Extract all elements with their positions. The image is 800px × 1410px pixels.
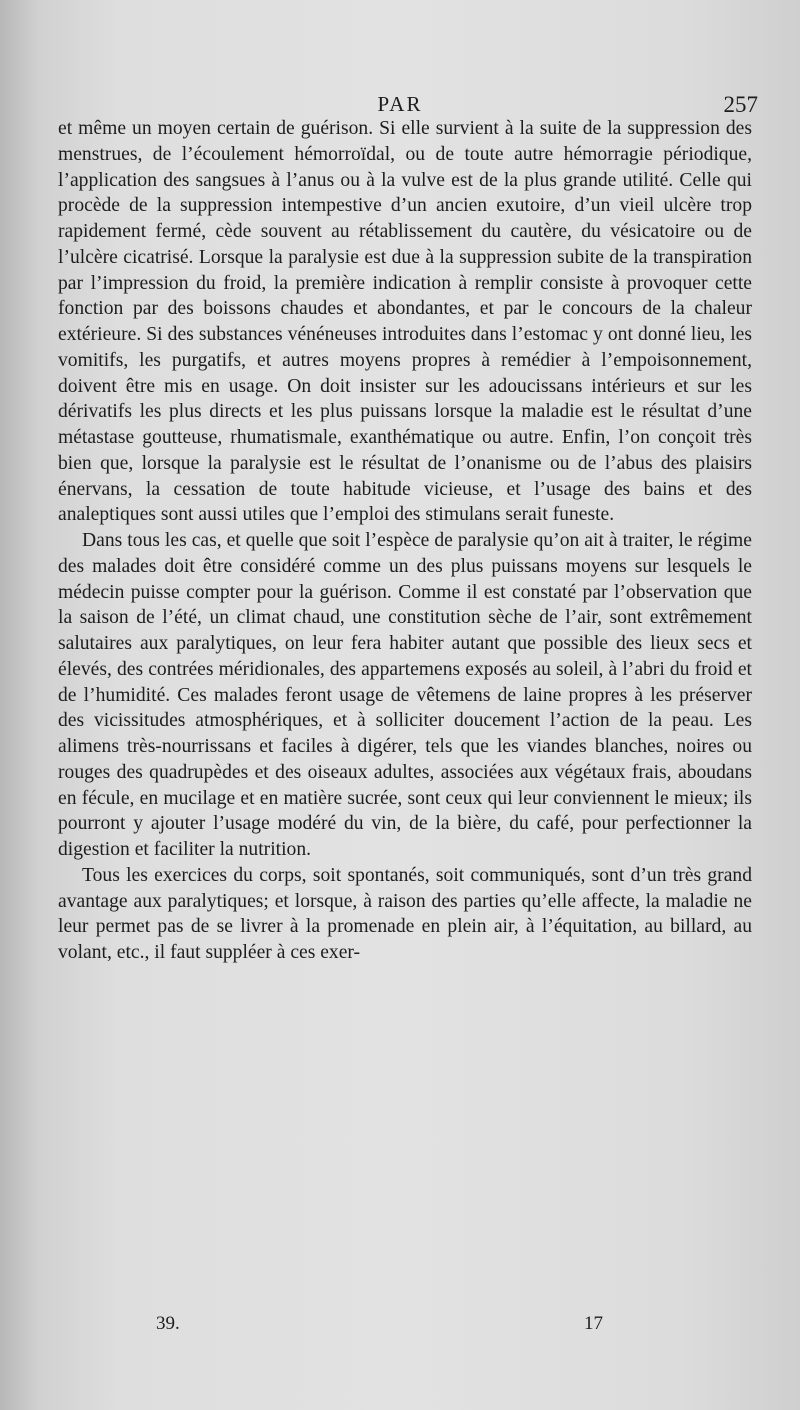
- volume-mark: 17: [584, 1313, 603, 1334]
- running-title: PAR: [377, 92, 423, 116]
- paragraph: Dans tous les cas, et quelle que soit l’espèce de paralysie qu’on ait à traiter, le régime des malades doit être considéré comme un des plus puissans moyens sur lesquels le médecin puisse compter pour la guérison. Comme il est constaté par l’observation que la saison de l’été, un climat chaud, une constitution sèche de l’air, sont extrêmement salutaires aux paralytiques, on leur fera habiter autant que possible des lieux secs et élevés, des contrées méridionales, des appartemens exposés au soleil, à l’abri du froid et de l’humidité. Ces malades feront usage de vêtemens de laine propres à les préserver des vicissitudes atmosphériques, et à solliciter doucement l’action de la peau. Les alimens très-nourrissans et faciles à digérer, tels que les viandes blanches, noires ou rouges des quadrupèdes et des oiseaux adultes, associées aux végétaux frais, aboudans en fécule, en mucilage et en matière sucrée, sont ceux qui leur conviennent le mieux; ils pourront y ajouter l’usage modéré du vin, de la bière, du café, pour perfectionner la digestion et faciliter la nutrition.: [58, 530, 752, 860]
- page-number: 257: [723, 92, 758, 117]
- paragraph: et même un moyen certain de guérison. Si elle survient à la suite de la suppression des menstrues, de l’écoulement hémorroïdal, ou de toute autre hémorragie périodique, l’application des sangsues à l’anus ou à la vulve est de la plus grande utilité. Celle qui procède de la suppression intempestive d’un ancien exutoire, d’un vieil ulcère trop rapidement fermé, cède souvent au rétablissement du cautère, du vésicatoire ou de l’ulcère cicatrisé. Lorsque la paralysie est due à la suppression subite de la transpiration par l’impression du froid, la première indication à remplir consiste à provoquer cette fonction par des boissons chaudes et abondantes, et par le concours de la chaleur extérieure. Si des substances vénéneuses introduites dans l’estomac y ont donné lieu, les vomitifs, les purgatifs, et autres moyens propres à remédier à l’empoisonnement, doivent être mis en usage. On doit insister sur les adoucissans intérieurs et sur les dérivatifs les plus directs et les plus puissans lorsque la maladie est le résultat d’une métastase goutteuse, rhumatismale, exanthématique ou autre. Enfin, l’on conçoit très bien que, lorsque la paralysie est le résultat de l’onanisme ou de l’abus des plaisirs énervans, la cessation de toute habitude vicieuse, et l’usage des bains et des analeptiques sont aussi utiles que l’emploi des stimulans serait funeste.: [58, 118, 752, 526]
- paragraph: Tous les exercices du corps, soit spontanés, soit communiqués, sont d’un très grand avantage aux paralytiques; et lorsque, à raison des parties qu’elle affecte, la maladie ne leur permet pas de se livrer à la promenade en plein air, à l’équitation, au billard, au volant, etc., il faut suppléer à ces exer-: [58, 864, 752, 963]
- signature-mark: 39.: [156, 1313, 180, 1334]
- body-text: [58, 116, 752, 966]
- signature-row: [0, 1313, 800, 1341]
